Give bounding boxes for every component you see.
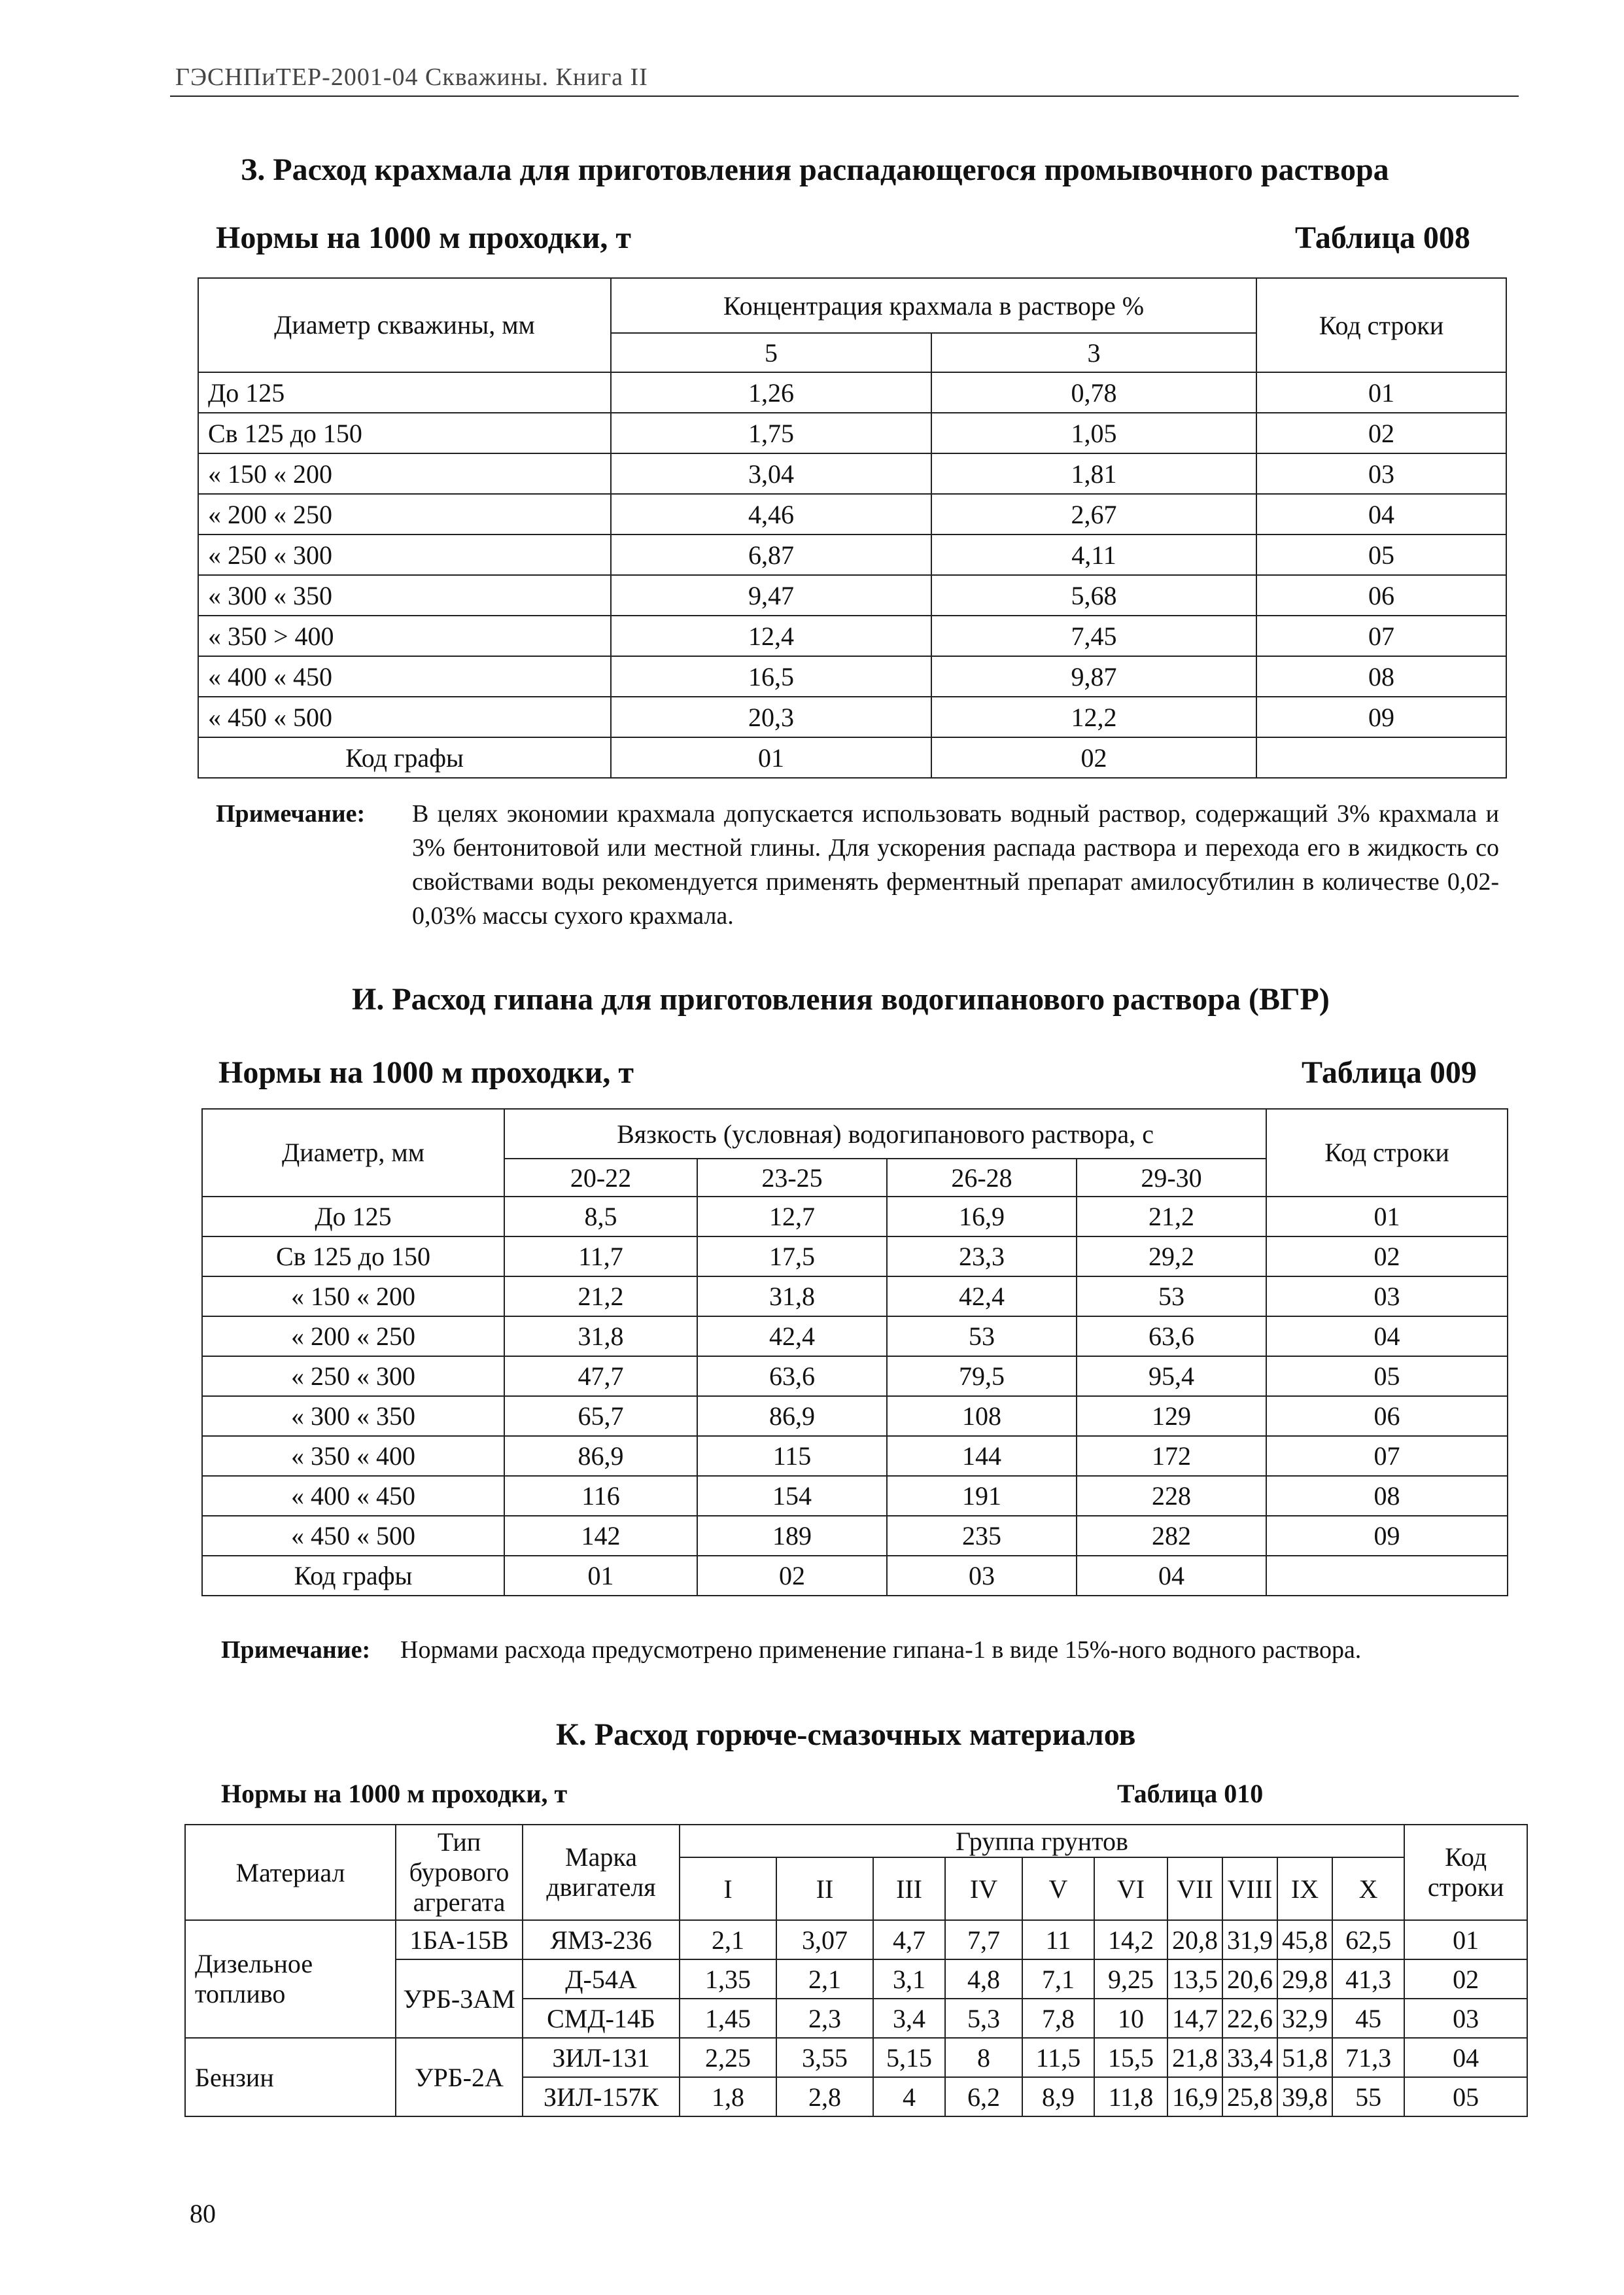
cell-value: 79,5 bbox=[887, 1356, 1077, 1396]
cell-value: 172 bbox=[1077, 1436, 1266, 1476]
cell-value: 63,6 bbox=[697, 1356, 887, 1396]
header-group: X bbox=[1332, 1857, 1404, 1920]
cell-value: 25,8 bbox=[1222, 2077, 1277, 2116]
row-code: 05 bbox=[1404, 2077, 1527, 2116]
cell-value: 115 bbox=[697, 1436, 887, 1476]
row-code: 01 bbox=[1256, 372, 1506, 413]
column-code-label: Код графы bbox=[202, 1556, 504, 1596]
column-code: 02 bbox=[931, 737, 1256, 778]
header-conc-3: 3 bbox=[931, 333, 1256, 372]
row-code: 07 bbox=[1256, 616, 1506, 656]
row-code: 02 bbox=[1266, 1236, 1508, 1276]
cell-value: 55 bbox=[1332, 2077, 1404, 2116]
cell-value: 41,3 bbox=[1332, 1959, 1404, 1999]
cell-value: 53 bbox=[1077, 1276, 1266, 1316]
column-code: 03 bbox=[887, 1556, 1077, 1596]
header-conc-5: 5 bbox=[611, 333, 931, 372]
cell-value: 154 bbox=[697, 1476, 887, 1516]
row-code: 09 bbox=[1256, 697, 1506, 737]
cell-value: 189 bbox=[697, 1516, 887, 1556]
section-k-norms: Нормы на 1000 м проходки, т bbox=[221, 1779, 568, 1808]
cell-value: 7,8 bbox=[1022, 1999, 1094, 2038]
engine: Д-54А bbox=[523, 1959, 680, 1999]
cell-value: 4 bbox=[873, 2077, 945, 2116]
cell-value: 6,87 bbox=[611, 534, 931, 575]
cell-value: 1,45 bbox=[680, 1999, 776, 2038]
header-visc-20-22: 20-22 bbox=[504, 1159, 697, 1197]
cell-value: 42,4 bbox=[697, 1316, 887, 1356]
cell-value: 8,5 bbox=[504, 1197, 697, 1236]
table-row bbox=[202, 1276, 1508, 1316]
cell-value: 31,8 bbox=[697, 1276, 887, 1316]
cell-value: 1,81 bbox=[931, 453, 1256, 494]
row-diameter: « 150 « 200 bbox=[202, 1276, 504, 1316]
row-diameter: Св 125 до 150 bbox=[198, 413, 611, 453]
table-footer-row bbox=[202, 1556, 1508, 1596]
row-code: 04 bbox=[1256, 494, 1506, 534]
cell-value: 4,46 bbox=[611, 494, 931, 534]
cell-value: 4,11 bbox=[931, 534, 1256, 575]
header-visc-29-30: 29-30 bbox=[1077, 1159, 1266, 1197]
header-group: VII bbox=[1167, 1857, 1222, 1920]
section-z-title: З. Расход крахмала для приготовления распадающегося промывочного раствора bbox=[241, 152, 1389, 187]
cell-value: 23,3 bbox=[887, 1236, 1077, 1276]
cell-value: 14,7 bbox=[1167, 1999, 1222, 2038]
cell-value: 86,9 bbox=[697, 1396, 887, 1436]
header-concentration: Концентрация крахмала в растворе % bbox=[611, 278, 1256, 333]
unit-type: УРБ-2А bbox=[396, 2038, 523, 2116]
cell-value: 15,5 bbox=[1094, 2038, 1167, 2077]
cell-value: 191 bbox=[887, 1476, 1077, 1516]
cell-value: 10 bbox=[1094, 1999, 1167, 2038]
row-diameter: « 250 « 300 bbox=[202, 1356, 504, 1396]
row-code: 06 bbox=[1266, 1396, 1508, 1436]
table-row bbox=[202, 1197, 1508, 1236]
table-footer-row bbox=[198, 737, 1506, 778]
header-group: IX bbox=[1277, 1857, 1332, 1920]
table-row bbox=[202, 1316, 1508, 1356]
cell-value: 95,4 bbox=[1077, 1356, 1266, 1396]
cell-value: 21,2 bbox=[504, 1276, 697, 1316]
table-008 bbox=[198, 277, 1507, 779]
cell-value: 31,8 bbox=[504, 1316, 697, 1356]
row-diameter: До 125 bbox=[202, 1197, 504, 1236]
cell-value: 12,4 bbox=[611, 616, 931, 656]
row-diameter: « 200 « 250 bbox=[198, 494, 611, 534]
cell-value: 1,8 bbox=[680, 2077, 776, 2116]
cell-value: 3,1 bbox=[873, 1959, 945, 1999]
row-diameter: « 300 « 350 bbox=[202, 1396, 504, 1436]
engine: СМД-14Б bbox=[523, 1999, 680, 2038]
running-head: ГЭСНПиТЕР-2001-04 Скважины. Книга II bbox=[175, 63, 648, 91]
cell-value: 5,68 bbox=[931, 575, 1256, 616]
cell-value: 32,9 bbox=[1277, 1999, 1332, 2038]
table-row bbox=[202, 1476, 1508, 1516]
table-009 bbox=[201, 1108, 1508, 1596]
cell-value: 16,9 bbox=[1167, 2077, 1222, 2116]
header-visc-26-28: 26-28 bbox=[887, 1159, 1077, 1197]
header-group: VI bbox=[1094, 1857, 1167, 1920]
cell-value: 29,8 bbox=[1277, 1959, 1332, 1999]
header-material: Материал bbox=[185, 1825, 396, 1920]
cell-value: 1,35 bbox=[680, 1959, 776, 1999]
cell-value: 29,2 bbox=[1077, 1236, 1266, 1276]
table-row bbox=[202, 1516, 1508, 1556]
cell-value: 51,8 bbox=[1277, 2038, 1332, 2077]
column-code-label: Код графы bbox=[198, 737, 611, 778]
row-code: 09 bbox=[1266, 1516, 1508, 1556]
cell-value: 20,6 bbox=[1222, 1959, 1277, 1999]
header-diameter: Диаметр, мм bbox=[202, 1109, 504, 1197]
row-code: 02 bbox=[1404, 1959, 1527, 1999]
row-diameter: « 400 « 450 bbox=[198, 656, 611, 697]
table-row bbox=[198, 453, 1506, 494]
cell-value: 45 bbox=[1332, 1999, 1404, 2038]
row-code: 01 bbox=[1404, 1920, 1527, 1959]
material-diesel: Дизельное топливо bbox=[185, 1920, 396, 2038]
cell-value: 7,7 bbox=[945, 1920, 1022, 1959]
table-row bbox=[198, 575, 1506, 616]
cell-value: 13,5 bbox=[1167, 1959, 1222, 1999]
row-diameter: « 350 > 400 bbox=[198, 616, 611, 656]
cell-value: 5,15 bbox=[873, 2038, 945, 2077]
header-group: IV bbox=[945, 1857, 1022, 1920]
row-diameter: « 200 « 250 bbox=[202, 1316, 504, 1356]
cell-value: 116 bbox=[504, 1476, 697, 1516]
cell-value: 53 bbox=[887, 1316, 1077, 1356]
row-diameter: « 400 « 450 bbox=[202, 1476, 504, 1516]
row-diameter: « 300 « 350 bbox=[198, 575, 611, 616]
cell-value: 3,07 bbox=[776, 1920, 873, 1959]
cell-value: 21,2 bbox=[1077, 1197, 1266, 1236]
row-code: 01 bbox=[1266, 1197, 1508, 1236]
row-diameter: « 150 « 200 bbox=[198, 453, 611, 494]
section-i-norms: Нормы на 1000 м проходки, т bbox=[218, 1055, 634, 1090]
note-text: В целях экономии крахмала допускается использовать водный раствор, содержащий 3% крахмала и 3% бентонитовой или местной глины. Для ускорения распада раствора и перехода его в жидкость со свойствами воды рекомендуется применять ферментный препарат амилосубтилин в количестве 0,02-0,03% массы сухого крахмала. bbox=[412, 800, 1499, 930]
cell-value: 2,67 bbox=[931, 494, 1256, 534]
table-row bbox=[198, 616, 1506, 656]
row-diameter: « 450 « 500 bbox=[202, 1516, 504, 1556]
cell-value: 235 bbox=[887, 1516, 1077, 1556]
header-row-code: Код строки bbox=[1266, 1109, 1508, 1197]
header-viscosity: Вязкость (условная) водогипанового раствора, с bbox=[504, 1109, 1266, 1159]
row-diameter: До 125 bbox=[198, 372, 611, 413]
note-text: Нормами расхода предусмотрено применение гипана-1 в виде 15%-ного водного раствора. bbox=[400, 1636, 1362, 1664]
header-row-code: Код строки bbox=[1256, 278, 1506, 372]
table-008-label: Таблица 008 bbox=[1295, 220, 1470, 255]
cell-value: 33,4 bbox=[1222, 2038, 1277, 2077]
column-code: 04 bbox=[1077, 1556, 1266, 1596]
cell-value: 129 bbox=[1077, 1396, 1266, 1436]
cell-value: 62,5 bbox=[1332, 1920, 1404, 1959]
header-group: I bbox=[680, 1857, 776, 1920]
column-code: 01 bbox=[611, 737, 931, 778]
row-diameter: « 350 « 400 bbox=[202, 1436, 504, 1476]
cell-value: 2,1 bbox=[776, 1959, 873, 1999]
header-diameter: Диаметр скважины, мм bbox=[198, 278, 611, 372]
cell-value: 282 bbox=[1077, 1516, 1266, 1556]
cell-value: 9,25 bbox=[1094, 1959, 1167, 1999]
cell-value: 20,3 bbox=[611, 697, 931, 737]
cell-value: 2,1 bbox=[680, 1920, 776, 1959]
cell-value: 21,8 bbox=[1167, 2038, 1222, 2077]
table-010 bbox=[184, 1824, 1528, 2117]
table-row bbox=[198, 494, 1506, 534]
cell-value: 20,8 bbox=[1167, 1920, 1222, 1959]
row-code: 08 bbox=[1266, 1476, 1508, 1516]
cell-value: 39,8 bbox=[1277, 2077, 1332, 2116]
row-code: 04 bbox=[1404, 2038, 1527, 2077]
section-k-title: К. Расход горюче-смазочных материалов bbox=[556, 1717, 1136, 1752]
row-code: 02 bbox=[1256, 413, 1506, 453]
row-code: 05 bbox=[1266, 1356, 1508, 1396]
table-row bbox=[202, 1356, 1508, 1396]
section-z-norms: Нормы на 1000 м проходки, т bbox=[216, 220, 631, 255]
cell-value: 228 bbox=[1077, 1476, 1266, 1516]
table-row bbox=[198, 372, 1506, 413]
cell-value: 2,25 bbox=[680, 2038, 776, 2077]
cell-value: 3,4 bbox=[873, 1999, 945, 2038]
row-code: 03 bbox=[1266, 1276, 1508, 1316]
cell-value: 1,05 bbox=[931, 413, 1256, 453]
row-diameter: « 450 « 500 bbox=[198, 697, 611, 737]
cell-value: 9,47 bbox=[611, 575, 931, 616]
row-diameter: Св 125 до 150 bbox=[202, 1236, 504, 1276]
header-engine: Марка двигателя bbox=[523, 1825, 680, 1920]
cell-value: 7,45 bbox=[931, 616, 1256, 656]
cell-value: 45,8 bbox=[1277, 1920, 1332, 1959]
engine: ЯМЗ-236 bbox=[523, 1920, 680, 1959]
column-code: 01 bbox=[504, 1556, 697, 1596]
cell-value: 2,3 bbox=[776, 1999, 873, 2038]
cell-value: 4,7 bbox=[873, 1920, 945, 1959]
cell-value: 1,75 bbox=[611, 413, 931, 453]
table-009-label: Таблица 009 bbox=[1302, 1055, 1477, 1090]
cell-value: 2,8 bbox=[776, 2077, 873, 2116]
table-row bbox=[185, 1920, 1527, 1959]
page-number: 80 bbox=[190, 2199, 216, 2228]
cell-value: 16,9 bbox=[887, 1197, 1077, 1236]
table-row bbox=[185, 2038, 1527, 2077]
table-row bbox=[202, 1436, 1508, 1476]
row-code: 08 bbox=[1256, 656, 1506, 697]
cell-value: 47,7 bbox=[504, 1356, 697, 1396]
column-code: 02 bbox=[697, 1556, 887, 1596]
section-i-title: И. Расход гипана для приготовления водогипанового раствора (ВГР) bbox=[352, 982, 1330, 1017]
cell-value: 11,8 bbox=[1094, 2077, 1167, 2116]
cell-value: 42,4 bbox=[887, 1276, 1077, 1316]
cell-value: 14,2 bbox=[1094, 1920, 1167, 1959]
header-rule bbox=[170, 96, 1519, 97]
row-diameter: « 250 « 300 bbox=[198, 534, 611, 575]
header-group: II bbox=[776, 1857, 873, 1920]
cell-value: 65,7 bbox=[504, 1396, 697, 1436]
table-row bbox=[198, 697, 1506, 737]
header-group: VIII bbox=[1222, 1857, 1277, 1920]
row-code: 03 bbox=[1404, 1999, 1527, 2038]
material-petrol: Бензин bbox=[185, 2038, 396, 2116]
cell-value: 142 bbox=[504, 1516, 697, 1556]
unit-type: УРБ-3АМ bbox=[396, 1959, 523, 2038]
table-row bbox=[198, 656, 1506, 697]
cell-value: 108 bbox=[887, 1396, 1077, 1436]
header-row-code: Код строки bbox=[1404, 1825, 1527, 1920]
row-code: 03 bbox=[1256, 453, 1506, 494]
table-row bbox=[202, 1396, 1508, 1436]
engine: ЗИЛ-157К bbox=[523, 2077, 680, 2116]
table-010-label: Таблица 010 bbox=[1117, 1779, 1264, 1808]
header-group: III bbox=[873, 1857, 945, 1920]
cell-value: 3,04 bbox=[611, 453, 931, 494]
table-row bbox=[198, 413, 1506, 453]
cell-value: 16,5 bbox=[611, 656, 931, 697]
cell-value: 7,1 bbox=[1022, 1959, 1094, 1999]
row-code: 04 bbox=[1266, 1316, 1508, 1356]
cell-value: 144 bbox=[887, 1436, 1077, 1476]
header-group: V bbox=[1022, 1857, 1094, 1920]
header-soil-group: Группа грунтов bbox=[680, 1825, 1404, 1857]
cell-value: 71,3 bbox=[1332, 2038, 1404, 2077]
header-unit-type: Тип бурового агрегата bbox=[396, 1825, 523, 1920]
cell-value: 11,5 bbox=[1022, 2038, 1094, 2077]
header-visc-23-25: 23-25 bbox=[697, 1159, 887, 1197]
row-code: 06 bbox=[1256, 575, 1506, 616]
cell-value: 8,9 bbox=[1022, 2077, 1094, 2116]
cell-value: 11,7 bbox=[504, 1236, 697, 1276]
cell-value: 11 bbox=[1022, 1920, 1094, 1959]
row-code: 07 bbox=[1266, 1436, 1508, 1476]
cell-value: 1,26 bbox=[611, 372, 931, 413]
cell-value: 17,5 bbox=[697, 1236, 887, 1276]
note-label: Примечание: bbox=[216, 800, 366, 828]
unit-type: 1БА-15В bbox=[396, 1920, 523, 1959]
note-label: Примечание: bbox=[221, 1636, 371, 1664]
cell-value: 31,9 bbox=[1222, 1920, 1277, 1959]
cell-value: 63,6 bbox=[1077, 1316, 1266, 1356]
cell-value: 86,9 bbox=[504, 1436, 697, 1476]
engine: ЗИЛ-131 bbox=[523, 2038, 680, 2077]
cell-value: 12,7 bbox=[697, 1197, 887, 1236]
cell-value: 4,8 bbox=[945, 1959, 1022, 1999]
cell-value: 8 bbox=[945, 2038, 1022, 2077]
cell-value: 12,2 bbox=[931, 697, 1256, 737]
table-row bbox=[198, 534, 1506, 575]
cell-value: 0,78 bbox=[931, 372, 1256, 413]
cell-value: 5,3 bbox=[945, 1999, 1022, 2038]
cell-value: 6,2 bbox=[945, 2077, 1022, 2116]
row-code: 05 bbox=[1256, 534, 1506, 575]
cell-value: 3,55 bbox=[776, 2038, 873, 2077]
table-row bbox=[202, 1236, 1508, 1276]
cell-value: 9,87 bbox=[931, 656, 1256, 697]
cell-value: 22,6 bbox=[1222, 1999, 1277, 2038]
